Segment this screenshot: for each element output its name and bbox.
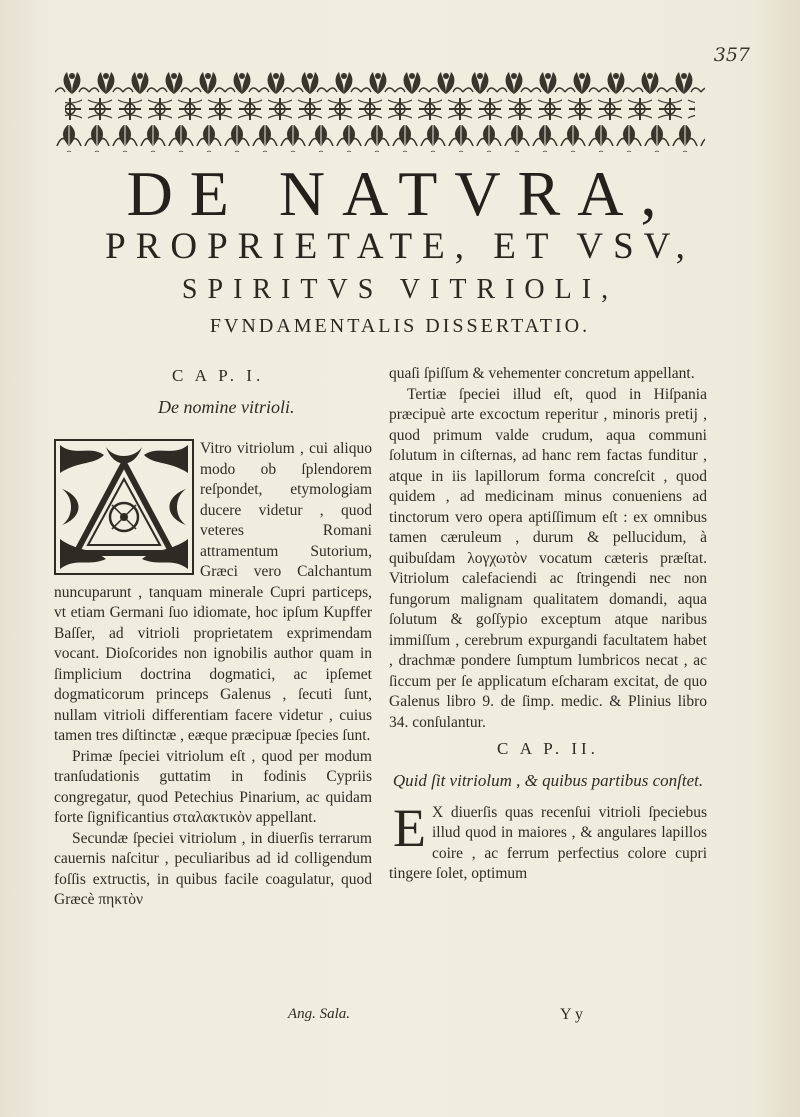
catchword-author: Ang. Sala. [287,1006,350,1022]
title-dissertatio: FVNDAMENTALIS DISSERTATIO. [209,315,591,337]
ornamental-headpiece-icon [55,70,705,152]
opening-paragraph-block [54,439,372,747]
page-number: 357 [713,44,750,66]
chapter-heading-2: C A P. II. [497,739,599,758]
chapter-heading-1: C A P. I. [172,366,265,385]
paragraph-ex-diversis-text: X diuerſis quas recenſui vitrioli ſpeciebus illud quod in maiores , & angulares lapillos coire , ac ferrum perfectius colore cupri tingere ſolet, optimum [389,803,707,882]
paragraph-quasi-spissum: quaſi ſpiſſum & vehementer concretum appellant. [389,365,695,382]
paragraph-primae-speciei: Primæ ſpeciei vitriolum eſt , quod per modum tranſudationis guttatim in fodinis Cypriis congregatur, quod Petechius Pinarium, ac quidam forte ſignificantius σταλακτικὸν appellant. [54,747,372,826]
paragraph-vitro-vitriolum: Vitro vitriolum , cui aliquo modo ob ſplendorem reſpondet, etymologiam ducere videtur , quod veteres Romani attramentum Sutorium, Græci vero Calchantum nuncuparunt , tanquam minerale Cupri particeps, vt etiam Germani ſuo idiomate, hoc ipſum Kupffer Baſſer, ad vitrioli proprietatem exprimendam vocant. Dioſcorides non ignobilis author quam in ſimplicium doctrina dogmatici, ac ipſemet dogmaticorum princeps Galenus , ſecuti ſunt, nullam vitrioli differentiam facere videtur , cuius tamen tres diſtinctæ , eæque præcipuæ ſpecies ſunt. [54,440,372,744]
paragraph-tertiae-speciei: Tertiæ ſpeciei illud eſt, quod in Hiſpania præcipuè arte excoctum reperitur , minoris pretij , quod primum valde crudum, aqua communi ſolutum in ciſternas, ad hanc rem factas funditur , atque in iis lapillorum forma concreſcit , quod quidem , ad medicinam minus conueniens ad tinctorum vero opera aptiſſimum eſt : ex omnibus tamen cæruleum , durum & pellucidum, à quibuſdam λογχωτὸν vocatum cæteris præſtat. Vitriolum calefaciendi ac ſtringendi nec non fungorum malignam qualitatem domandi, aqua ſolutum & goſſypio exceptum atque naribus immiſſum , cerebrum expurgandi facultatem habet , drachmæ pondere ſumptum lumbricos necat , ac ſiccum per ſe applicatum eſcharam excitat, de quo Galenus libro 9. de ſimp. medic. & Plinius libro 34. conſulantur. [389,385,707,731]
title-spiritus-vitrioli: SPIRITVS VITRIOLI, [181,274,619,305]
right-column [389,364,707,885]
drop-cap-letter: E [393,797,426,858]
left-column [54,364,372,911]
alchemical-triangle-emblem-icon [54,439,194,575]
title-de-natura: DE NATVRA, [126,158,674,229]
signature-mark: Y y [560,1006,583,1023]
chapter-subtitle-1: De nomine vitrioli. [158,396,295,417]
title-proprietate: PROPRIETATE, ET VSV, [105,226,695,267]
paragraph-ex-diversis [389,797,707,885]
chapter-subtitle-2: Quid ſit vitriolum , & quibus partibus conſtet. [392,770,704,790]
paragraph-secundae-speciei: Secundæ ſpeciei vitriolum , in diuerſis terrarum cauernis naſcitur , peculiaribus ad id colligendum foſſis extructis, in quibus facile coagulatur, quod Græcè πηκτὸν [54,829,372,908]
